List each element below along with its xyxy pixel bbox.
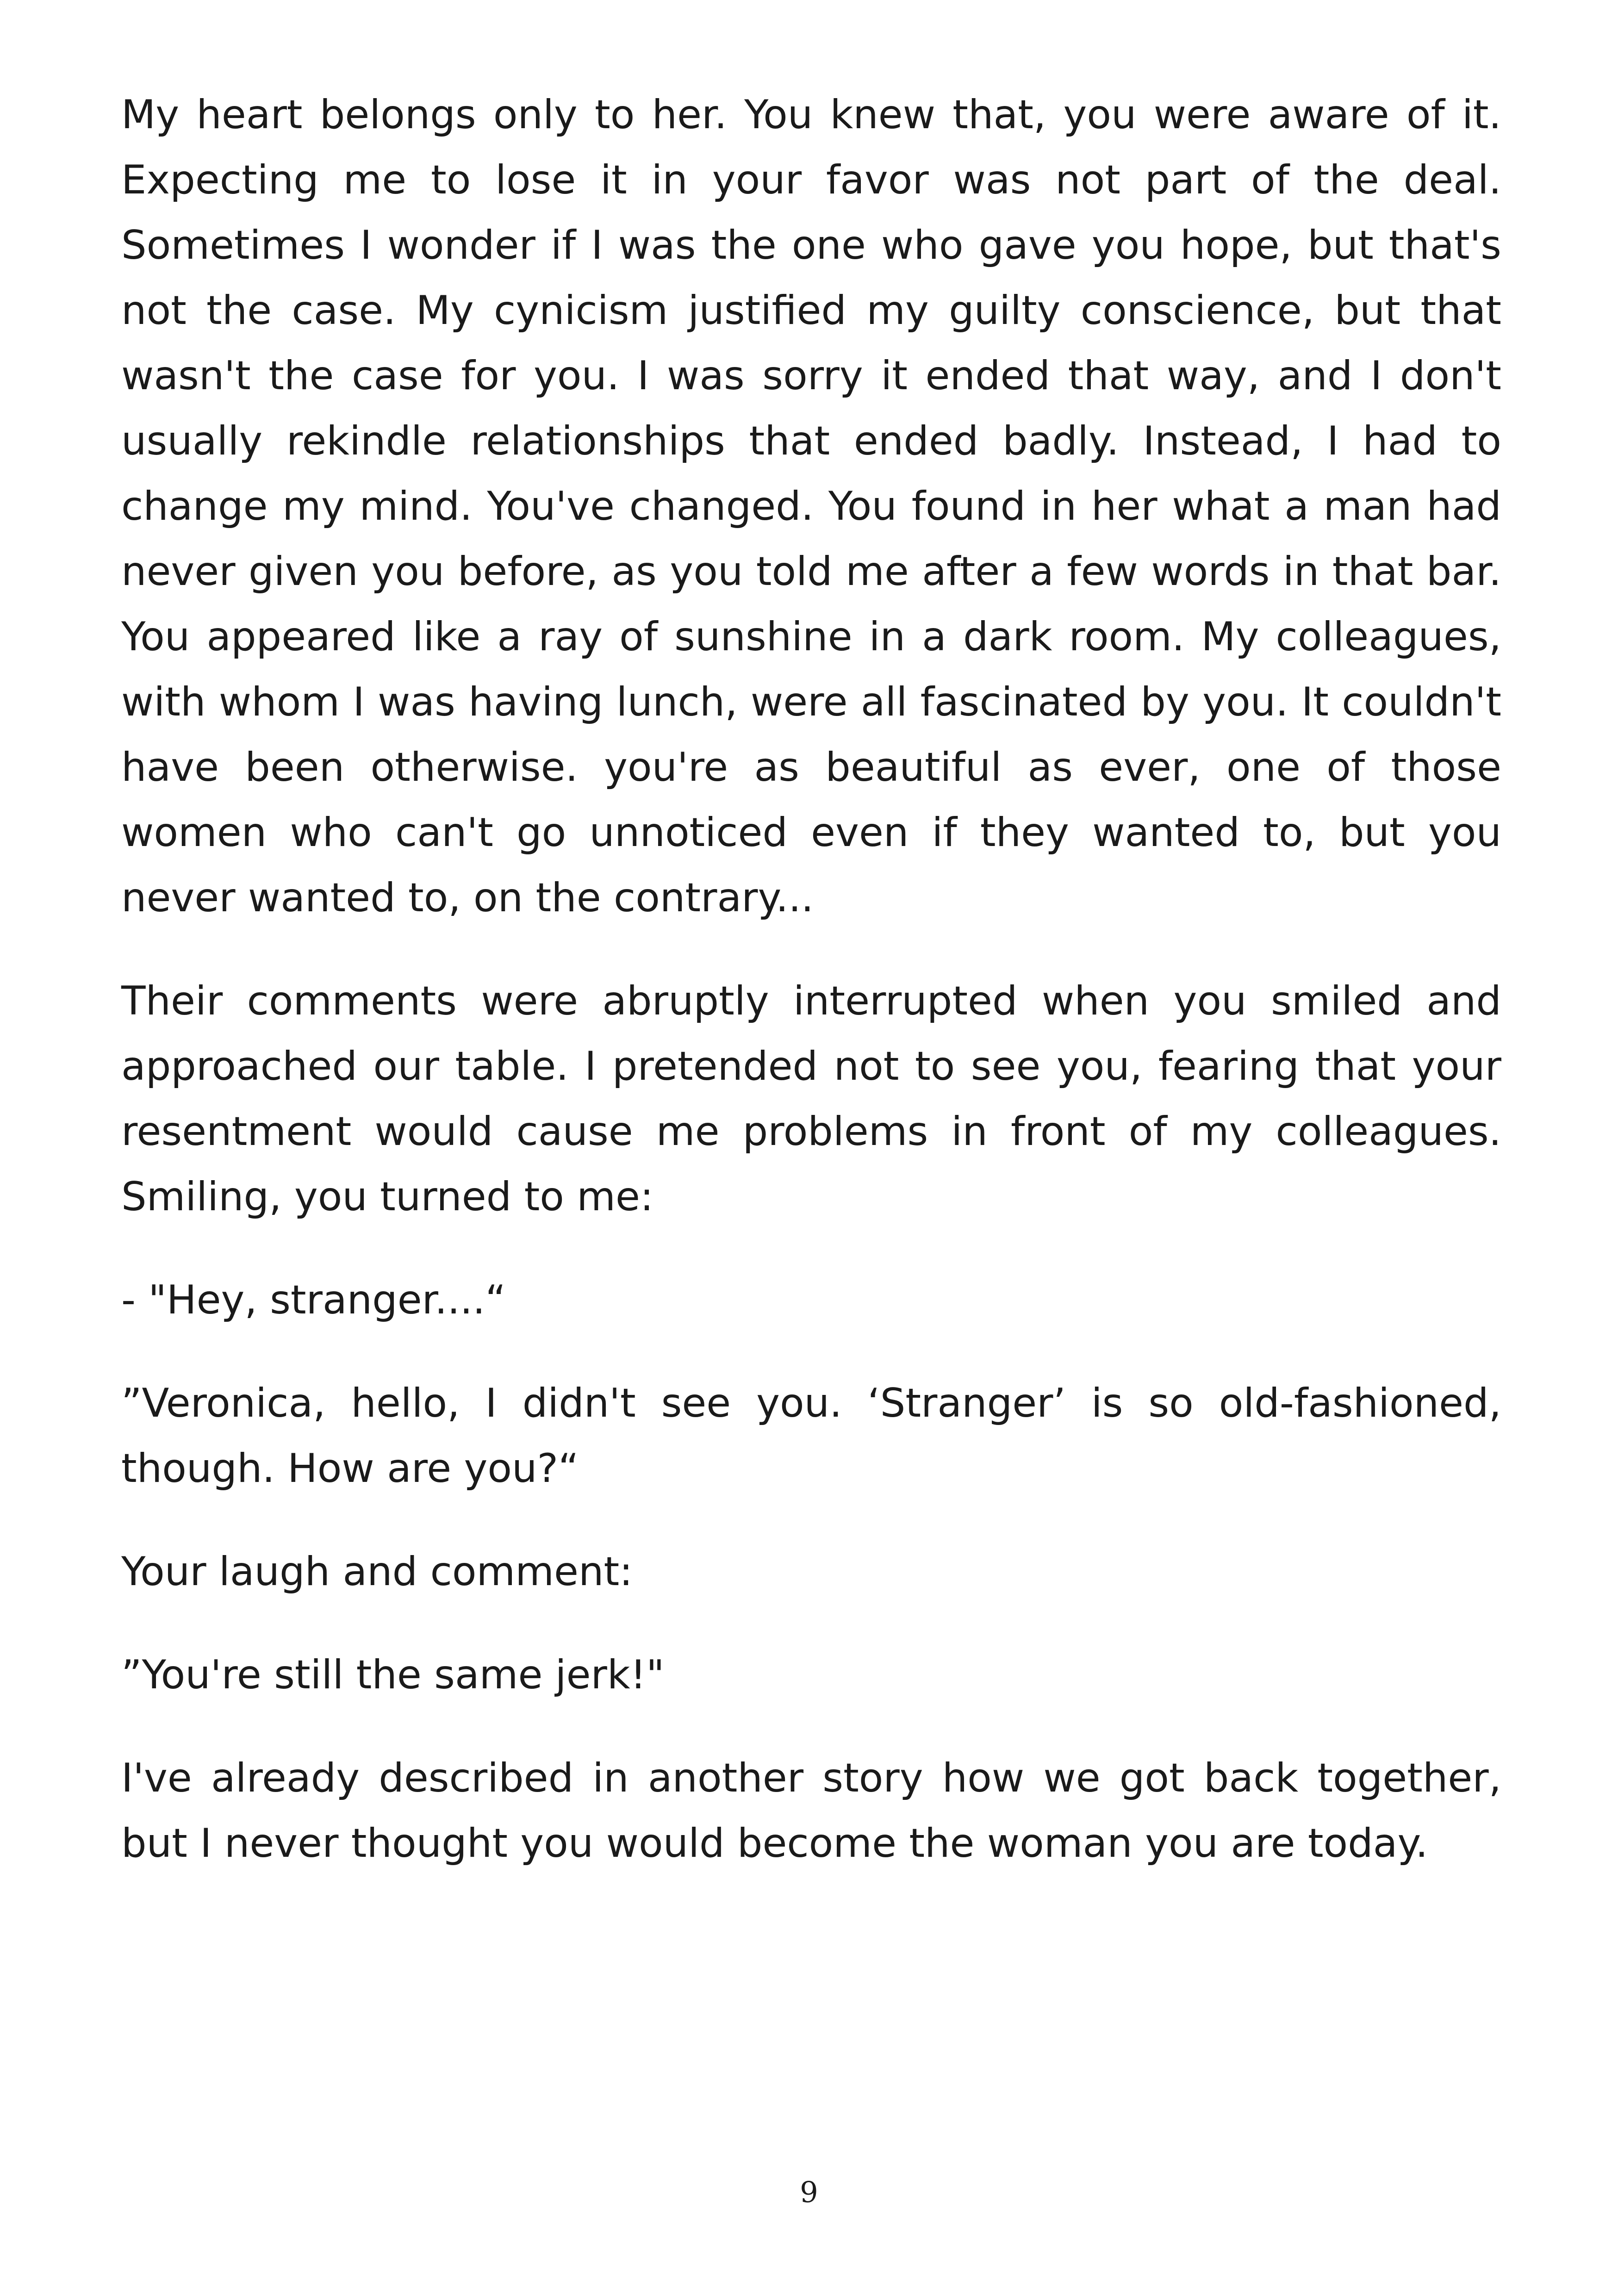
paragraph: My heart belongs only to her. You knew that, you were aware of it. Expecting me to lose it in your favor was not part of the deal. Sometimes I wonder if I was the one who gave you hope, but that's not the case. My cynicism justified my guilty conscience, but that wasn't the case for you. I was sorry it ended that way, and I don't usually rekindle relationships that ended badly. Instead, I had to change my mind. You've changed. You found in her what a man had never given you before, as you told me after a few words in that bar. You appeared like a ray of sunshine in a dark room. My colleagues, with whom I was having lunch, were all fascinated by you. It couldn't have been otherwise. you're as beautiful as ever, one of those women who can't go unnoticed even if they wanted to, but you never wanted to, on the contrary...	[121, 92, 1501, 921]
dialogue-line: ”You're still the same jerk!"	[121, 1652, 665, 1698]
dialogue-line: ”Veronica, hello, I didn't see you. ‘Stranger’ is so old-fashioned, though. How are you?“	[121, 1380, 1501, 1492]
dialogue-line: - "Hey, stranger....“	[121, 1277, 506, 1323]
page-number: 9	[800, 2175, 818, 2209]
paragraph: I've already described in another story how we got back together, but I never thought you would become the woman you are today.	[121, 1755, 1501, 1867]
paragraph: Your laugh and comment:	[121, 1549, 633, 1595]
paragraph: Their comments were abruptly interrupted when you smiled and approached our table. I pretended not to see you, fearing that your resentment would cause me problems in front of my colleagues. Smiling, you turned to me:	[121, 978, 1501, 1220]
body-text	[121, 82, 1501, 1914]
